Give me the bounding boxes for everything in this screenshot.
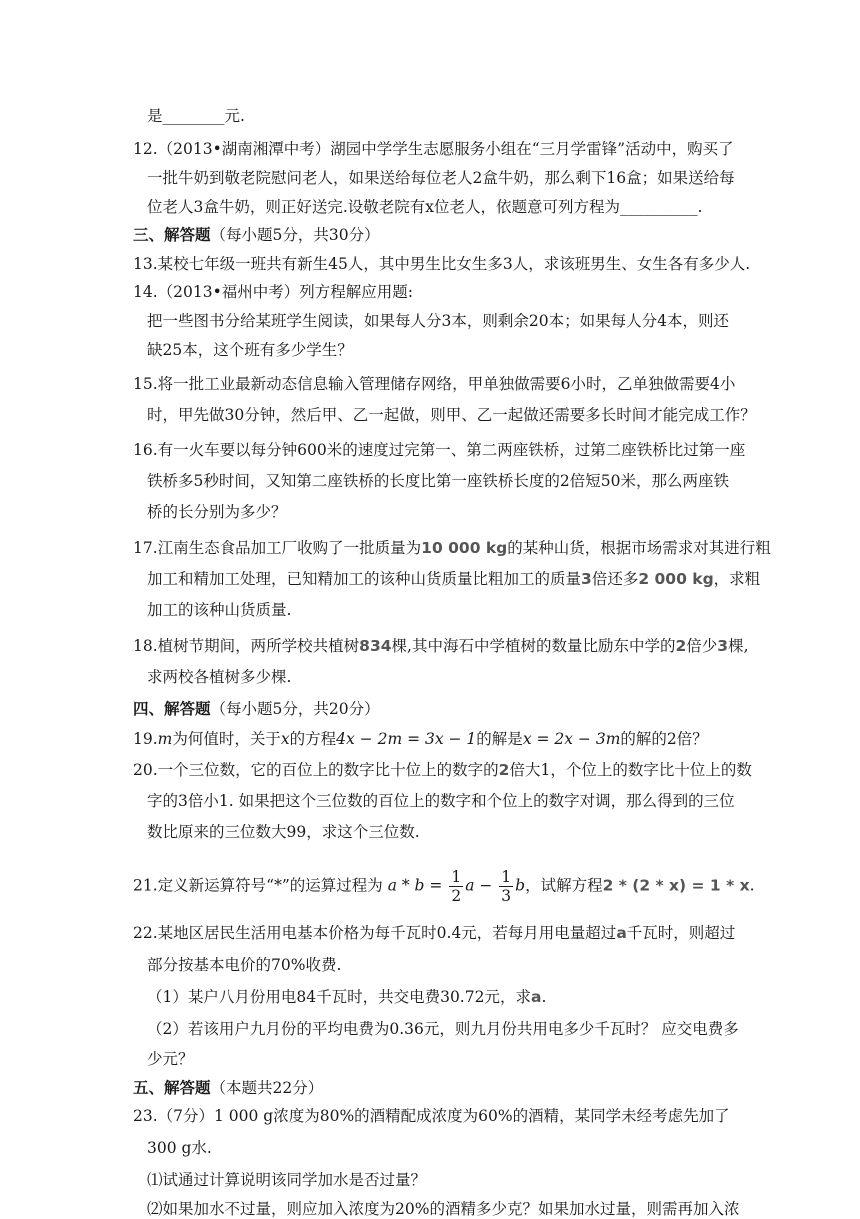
q22-var-a: a [616, 924, 627, 942]
q18-line1 [133, 636, 749, 656]
q18-text-b: 棵,其中海石中学植树的数量比励东中学的 [391, 637, 676, 655]
q18-text-d: 棵, [728, 637, 749, 655]
q20-text-a: 20.一个三位数，它的百位上的数字比十位上的数字的 [133, 761, 499, 779]
q13-line1: 13.某校七年级一班共有新生45人，其中男生比女生多3人，求该班男生、女生各有多少人. [133, 255, 751, 273]
q19-text-a: 为何值时，关于 [172, 730, 281, 748]
q23-line1: 23.（7分）1 000 g浓度为80%的酒精配成浓度为60%的酒精，某同学未经考虑先加了 [133, 1107, 730, 1125]
q22-part2-line1: （2）若该用户九月份的平均电费为0.36元，则九月份共用电多少千瓦时？ 应交电费多 [147, 1020, 739, 1038]
q18-text-c: 倍少 [686, 637, 718, 655]
q21-frac1-den: 2 [451, 887, 462, 905]
q15-line2: 时，甲先做30分钟，然后甲、乙一起做，则甲、乙一起做还需要多长时间才能完成工作？ [147, 406, 756, 424]
q21-frac2-den: 3 [501, 887, 512, 905]
q19-number: 19. [133, 730, 158, 748]
section-3-note: （每小题5分，共30分） [210, 226, 380, 244]
q12-line1: 12.（2013•湖南湘潭中考）湖园中学学生志愿服务小组在“三月学雷锋”活动中，购买了 [133, 140, 734, 158]
q17-text-a: 17.江南生态食品加工厂收购了一批质量为 [133, 539, 422, 557]
q19-equation-1: 4x − 2m = 3x − 1 [336, 730, 477, 748]
q17-text-d: 倍还多 [591, 570, 639, 588]
q14-line3: 缺25本，这个班有多少学生？ [147, 341, 353, 359]
q21-text-b: ，试解方程 [525, 876, 603, 895]
q19-equation-2: x = 2x − 3m [522, 730, 621, 748]
section-4-note: （每小题5分，共20分） [210, 700, 380, 718]
section-4-title: 四、解答题 [133, 699, 211, 718]
q17-mass-1: 10 000 kg [421, 539, 508, 557]
q18-text-a: 18.植树节期间，两所学校共植树 [133, 637, 360, 655]
q22-text-b: 千瓦时，则超过 [626, 924, 736, 942]
q19-line1 [133, 729, 708, 749]
q15-line1: 15.将一批工业最新动态信息输入管理储存网络，甲单独做需要6小时，乙单独做需要4小 [133, 375, 736, 393]
q21-frac1-num: 1 [451, 868, 462, 886]
q17-text-e: ，求粗 [713, 570, 761, 588]
q14-line2: 把一些图书分给某班学生阅读，如果每人分3本，则剩余20本；如果每人分4本，则还 [147, 312, 729, 330]
q21-period: . [749, 876, 755, 895]
q23-line2: 300 g水. [147, 1139, 212, 1157]
q19-text-c: 的解是 [476, 730, 523, 748]
q20-line2: 字的3倍小1. 如果把这个三位数的百位上的数字和个位上的数字对调，那么得到的三位 [147, 792, 735, 810]
q21-text-a: 21.定义新运算符号“*”的运算过程为 [133, 876, 383, 895]
q22-line2: 部分按基本电价的70%收费. [147, 956, 342, 974]
q19-var-x: x [280, 730, 290, 748]
q18-diff: 3 [717, 637, 729, 655]
q20-line3: 数比原来的三位数大99，求这个三位数. [147, 823, 420, 841]
q20-factor: 2 [498, 761, 510, 779]
q17-text-c: 加工和精加工处理，已知精加工的该种山货质量比粗加工的质量 [147, 570, 582, 588]
q22-part1-text: （1）某户八月份用电84千瓦时，共交电费30.72元，求 [147, 988, 531, 1006]
q22-line1 [133, 923, 735, 943]
q17-line2 [147, 569, 760, 589]
q21-frac2-num: 1 [501, 868, 512, 886]
q21-term-a: a − [465, 876, 493, 895]
q18-line2: 求两校各植树多少棵. [147, 668, 292, 686]
q12-line3: 位老人3盒牛奶，则正好送完.设敬老院有x位老人，依题意可列方程为__________. [147, 198, 703, 216]
q20-text-b: 倍大1，个位上的数字比十位上的数 [509, 761, 752, 779]
section-5-title: 五、解答题 [133, 1078, 211, 1097]
q20-line1 [133, 760, 752, 780]
q18-factor: 2 [675, 637, 687, 655]
q22-part1-var: a [530, 988, 542, 1006]
q17-text-b: 的某种山货，根据市场需求对其进行粗 [507, 539, 771, 557]
q21-term-b: b [515, 876, 526, 895]
q21-lhs: a * b = [387, 876, 443, 895]
q22-part1-period: . [541, 988, 547, 1006]
q22-part1 [147, 987, 546, 1007]
q11-tail: 是________元. [147, 107, 245, 125]
q17-factor: 3 [581, 570, 592, 588]
q21-fraction-half [449, 868, 463, 905]
q18-total: 834 [359, 637, 392, 655]
q19-text-b: 的方程 [289, 730, 337, 748]
section-5-heading [133, 1078, 323, 1098]
q17-mass-2: 2 000 kg [638, 570, 714, 588]
q12-line2: 一批牛奶到敬老院慰问老人，如果送给每位老人2盒牛奶，那么剩下16盒；如果送给每 [147, 169, 735, 187]
section-4-heading [133, 699, 380, 719]
q19-var-m: m [157, 730, 173, 748]
q16-line1: 16.有一火车要以每分钟600米的速度过完第一、第二两座铁桥，过第二座铁桥比过第一座 [133, 441, 746, 459]
q21-fraction-third [499, 868, 513, 905]
q16-line2: 铁桥多5秒时间，又知第二座铁桥的长度比第一座铁桥长度的2倍短50米，那么两座铁 [147, 472, 729, 490]
q21-equation: 2 * (2 * x) = 1 * x [602, 876, 750, 895]
q19-text-d: 的解的2倍？ [620, 730, 708, 748]
section-3-title: 三、解答题 [133, 225, 211, 244]
section-5-note: （本题共22分） [210, 1079, 324, 1097]
q22-part2-line2: 少元？ [147, 1050, 194, 1068]
q14-line1: 14.（2013•福州中考）列方程解应用题: [133, 283, 413, 301]
section-3-heading [133, 225, 380, 245]
q23-part2: ⑵如果加水不过量，则应加入浓度为20%的酒精多少克？如果加水过量，则需再加入浓 [147, 1200, 740, 1218]
q17-line3: 加工的该种山货质量. [147, 601, 292, 619]
q17-line1 [133, 538, 771, 558]
q22-text-a: 22.某地区居民生活用电基本价格为每千瓦时0.4元，若每月用电量超过 [133, 924, 617, 942]
q23-part1: ⑴试通过计算说明该同学加水是否过量？ [147, 1171, 427, 1189]
q16-line3: 桥的长分别为多少？ [147, 503, 287, 521]
q21-line1 [133, 868, 755, 905]
